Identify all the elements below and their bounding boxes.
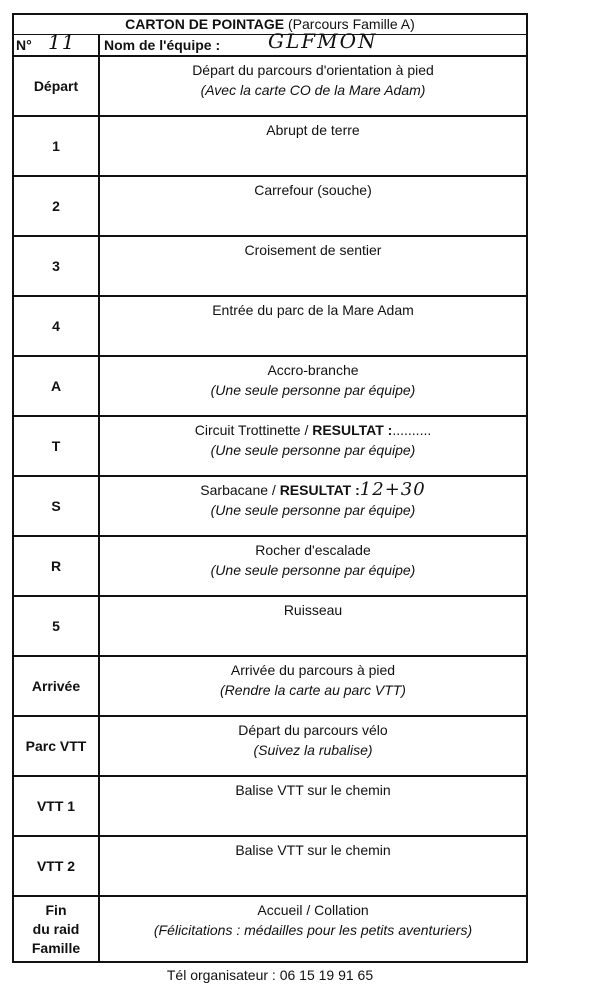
team-number-value: 11 bbox=[48, 30, 76, 54]
checkpoint-note: (Une seule personne par équipe) bbox=[210, 502, 416, 518]
checkpoint-label: VTT 2 bbox=[14, 837, 100, 895]
checkpoint-row bbox=[14, 237, 526, 297]
checkpoint-label: T bbox=[14, 417, 100, 475]
checkpoint-row bbox=[14, 357, 526, 417]
checkpoint-title: Accueil / Collation bbox=[257, 902, 369, 918]
checkpoint-title: Départ du parcours vélo bbox=[238, 722, 388, 738]
checkpoint-title: Ruisseau bbox=[283, 602, 343, 618]
checkpoint-description bbox=[100, 417, 526, 475]
team-info-row bbox=[12, 29, 528, 57]
checkpoint-row bbox=[14, 477, 526, 537]
checkpoint-row bbox=[14, 597, 526, 657]
checkpoint-title-prefix: Circuit Trottinette / bbox=[194, 422, 313, 438]
checkpoint-description bbox=[100, 717, 526, 775]
team-name-value: GLFMON bbox=[268, 29, 378, 53]
checkpoint-row bbox=[14, 417, 526, 477]
checkpoint-title: Carrefour (souche) bbox=[254, 182, 372, 198]
checkpoint-title: Abrupt de terre bbox=[266, 122, 360, 138]
checkpoint-title: Entrée du parc de la Mare Adam bbox=[212, 302, 414, 318]
result-label: RESULTAT : bbox=[312, 422, 393, 438]
checkpoint-label-line: Fin bbox=[45, 901, 67, 918]
checkpoint-label: S bbox=[14, 477, 100, 535]
checkpoint-label: 3 bbox=[14, 237, 100, 295]
checkpoint-description bbox=[100, 237, 526, 295]
checkpoint-table bbox=[12, 57, 528, 963]
checkpoint-label: 4 bbox=[14, 297, 100, 355]
checkpoint-label: R bbox=[14, 537, 100, 595]
checkpoint-description bbox=[100, 177, 526, 235]
checkpoint-description bbox=[100, 537, 526, 595]
card-title-subtitle: (Parcours Famille A) bbox=[288, 16, 415, 32]
checkpoint-description bbox=[100, 477, 526, 535]
checkpoint-row bbox=[14, 537, 526, 597]
checkpoint-description bbox=[100, 597, 526, 655]
team-name-cell bbox=[100, 29, 526, 55]
checkpoint-row bbox=[14, 717, 526, 777]
checkpoint-title-prefix: Sarbacane / bbox=[200, 482, 280, 498]
checkpoint-note: (Suivez la rubalise) bbox=[253, 742, 373, 758]
checkpoint-title: Arrivée du parcours à pied bbox=[230, 662, 396, 678]
checkpoint-title: Rocher d'escalade bbox=[255, 542, 371, 558]
card-title-main: CARTON DE POINTAGE bbox=[125, 16, 285, 32]
team-number-label: N° bbox=[16, 37, 32, 53]
checkpoint-label-line: Famille bbox=[31, 939, 81, 956]
checkpoint-label: Départ bbox=[14, 57, 100, 115]
checkpoint-note: (Félicitations : médailles pour les petits aventuriers) bbox=[153, 922, 473, 938]
checkpoint-row bbox=[14, 897, 526, 963]
checkpoint-label: Arrivée bbox=[14, 657, 100, 715]
checkpoint-note: (Rendre la carte au parc VTT) bbox=[220, 682, 406, 698]
checkpoint-title: Départ du parcours d'orientation à pied bbox=[192, 62, 434, 78]
checkpoint-note: (Une seule personne par équipe) bbox=[210, 382, 416, 398]
checkpoint-label: VTT 1 bbox=[14, 777, 100, 835]
checkpoint-label: 5 bbox=[14, 597, 100, 655]
checkpoint-row bbox=[14, 657, 526, 717]
checkpoint-row bbox=[14, 837, 526, 897]
checkpoint-row bbox=[14, 117, 526, 177]
organizer-phone: Tél organisateur : 06 15 19 91 65 bbox=[166, 967, 374, 983]
checkpoint-label: Parc VTT bbox=[14, 717, 100, 775]
team-number-cell bbox=[14, 30, 100, 55]
checkpoint-description bbox=[100, 117, 526, 175]
checkpoint-row bbox=[14, 57, 526, 117]
checkpoint-label-line: du raid bbox=[32, 920, 80, 937]
checkpoint-title: Accro-branche bbox=[267, 362, 359, 378]
checkpoint-title: Croisement de sentier bbox=[244, 242, 382, 258]
team-name-label: Nom de l'équipe : bbox=[104, 37, 221, 53]
checkpoint-label bbox=[14, 897, 100, 961]
checkpoint-description bbox=[100, 897, 526, 961]
result-value: 12+30 bbox=[359, 479, 426, 500]
scoring-card bbox=[12, 13, 528, 963]
checkpoint-label: 2 bbox=[14, 177, 100, 235]
checkpoint-title: Balise VTT sur le chemin bbox=[235, 782, 391, 798]
checkpoint-row bbox=[14, 297, 526, 357]
checkpoint-description bbox=[100, 777, 526, 835]
checkpoint-note: (Une seule personne par équipe) bbox=[210, 442, 416, 458]
checkpoint-title bbox=[195, 422, 432, 438]
checkpoint-description bbox=[100, 297, 526, 355]
checkpoint-label: A bbox=[14, 357, 100, 415]
checkpoint-title: Balise VTT sur le chemin bbox=[235, 842, 391, 858]
checkpoint-description bbox=[100, 57, 526, 115]
checkpoint-row bbox=[14, 777, 526, 837]
checkpoint-label: 1 bbox=[14, 117, 100, 175]
checkpoint-row bbox=[14, 177, 526, 237]
result-value: .......... bbox=[392, 422, 432, 438]
checkpoint-note: (Une seule personne par équipe) bbox=[210, 562, 416, 578]
checkpoint-description bbox=[100, 837, 526, 895]
result-label: RESULTAT : bbox=[279, 482, 360, 498]
checkpoint-description bbox=[100, 357, 526, 415]
checkpoint-description bbox=[100, 657, 526, 715]
checkpoint-note: (Avec la carte CO de la Mare Adam) bbox=[200, 82, 426, 98]
checkpoint-title bbox=[200, 479, 426, 500]
